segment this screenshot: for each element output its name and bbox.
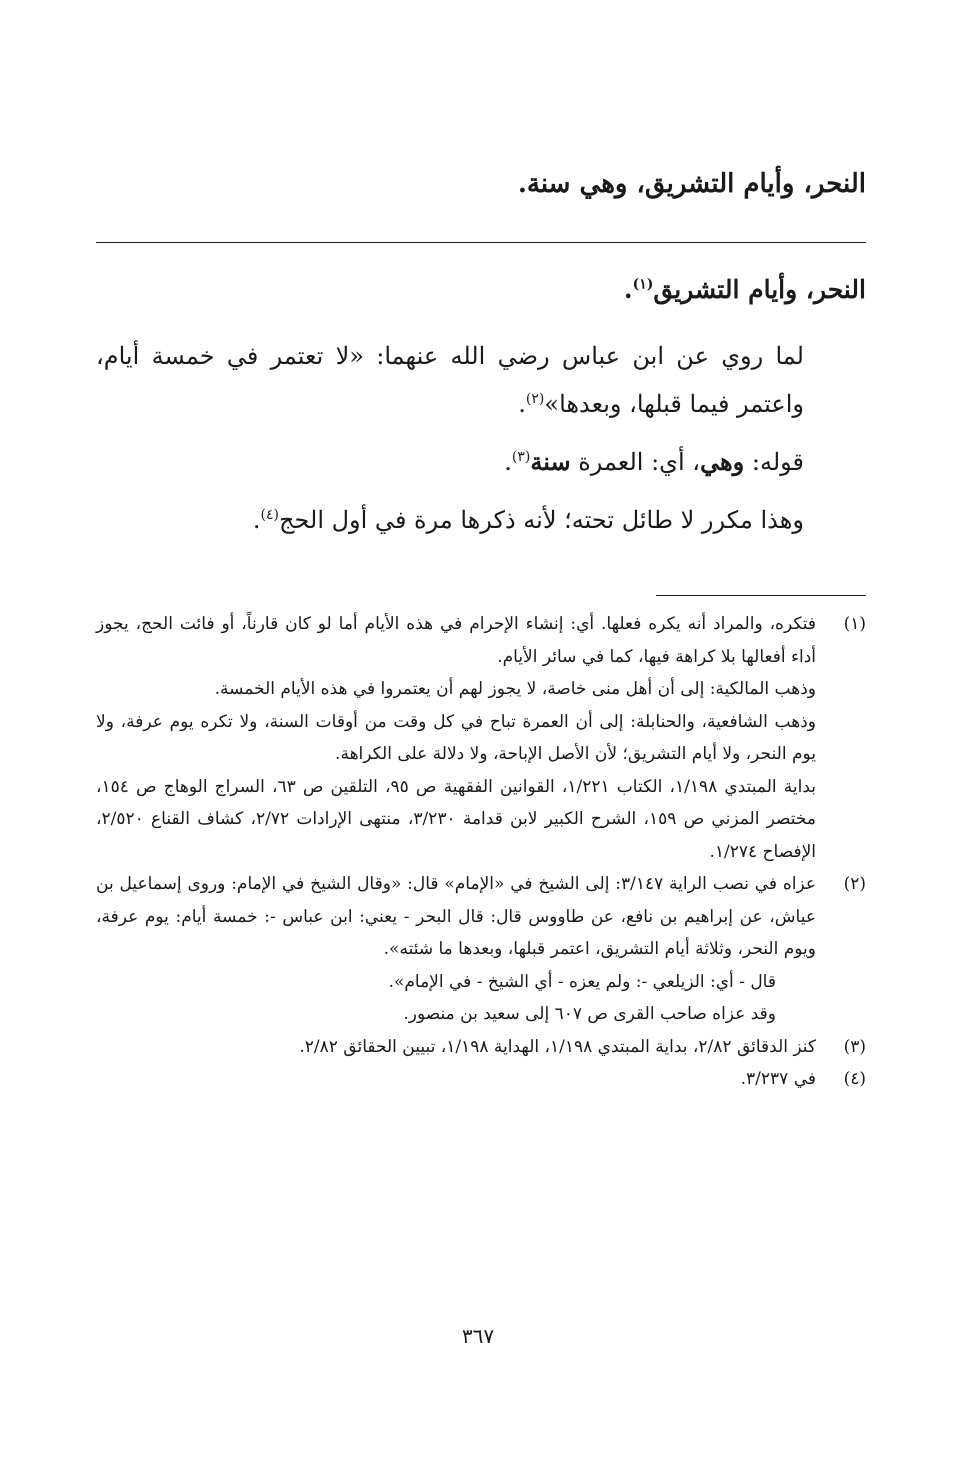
footnotes <box>96 608 866 1096</box>
footnote-number: (٣) <box>843 1036 866 1057</box>
footnote-paragraph: فتكره، والمراد أنه يكره فعلها. أي: إنشاء الإحرام في هذه الأيام أما لو كان قارناً، أو فائت الحج، يجوز أداء أفعالها بلا كراهة فيها، كما في سائر الأيام. <box>96 614 816 667</box>
commentary-paragraph-2: قوله: وهي، أي: العمرة سنة$^{(٣)}$. <box>504 447 804 476</box>
footnote-3 <box>96 1031 866 1064</box>
footnote-number: (٢) <box>843 874 866 894</box>
footnote-ref-4[interactable]: (٤) <box>260 507 280 523</box>
footnote-number: (١) <box>843 614 866 634</box>
commentary-paragraph-3: وهذا مكرر لا طائل تحته؛ لأنه ذكرها مرة في أول الحج$^{(٤)}$. <box>252 506 804 534</box>
footnote-paragraph: وذهب المالكية: إلى أن أهل منى خاصة، لا يجوز لهم أن يعتمروا في هذه الأيام الخمسة. <box>214 679 816 699</box>
footnote-ref-3[interactable]: (٣) <box>511 449 531 465</box>
footnote-4 <box>96 1063 866 1096</box>
footnote-ref-1[interactable]: (١) <box>632 276 654 293</box>
commentary <box>96 266 866 554</box>
footnote-2 <box>96 868 866 1031</box>
footnote-number: (٤) <box>843 1069 866 1089</box>
commentary-heading: النحر، وأيام التشريق$^{(١)}$. <box>623 275 866 304</box>
footnote-divider <box>656 595 866 596</box>
footnote-ref-2[interactable]: (٢) <box>525 391 545 407</box>
matn-divider <box>96 242 866 243</box>
page-number: ٣٦٧ <box>461 1324 495 1348</box>
footnote-paragraph: وذهب الشافعية، والحنابلة: إلى أن العمرة تباح في كل وقت من أوقات السنة، ولا تكره يوم عرفة، ولا يوم النحر، ولا أيام التشريق؛ لأن الأصل الإباحة، ولا دلالة على الكراهة. <box>96 711 816 764</box>
footnote-1 <box>96 608 866 868</box>
footnote-paragraph: في ٣/٢٣٧. <box>740 1069 816 1089</box>
footnote-paragraph: عزاه في نصب الراية ٣/١٤٧: إلى الشيخ في «الإمام» قال: «وقال الشيخ في الإمام: وروى إسماعيل بن عياش، عن إبراهيم بن نافع، عن طاووس قال: قال البحر - يعني: ابن عباس -: خمسة أيام: يوم عرفة، ويوم النحر، وثلاثة أيام التشريق، اعتمر قبلها، وبعدها ما شئته». <box>96 874 816 959</box>
footnote-paragraph: وقد عزاه صاحب القرى ص ٦٠٧ إلى سعيد بن منصور. <box>403 1004 776 1024</box>
footnote-paragraph: قال - أي: الزيلعي -: ولم يعزه - أي الشيخ - في الإمام». <box>388 971 776 992</box>
matn-text: النحر، وأيام التشريق، وهي سنة. <box>517 169 866 199</box>
footnote-paragraph: كنز الدقائق ٢/٨٢، بداية المبتدي ١/١٩٨، الهداية ١/١٩٨، تبيين الحقائق ٢/٨٢. <box>299 1036 816 1057</box>
footnote-paragraph: بداية المبتدي ١/١٩٨، الكتاب ١/٢٢١، القوانين الفقهية ص ٩٥، التلقين ص ٦٣، السراج الوهاج ص ١٥٤، مختصر المزني ص ١٥٩، الشرح الكبير لابن قدامة ٣/٢٣٠، منتهى الإرادات ٢/٧٢، كشاف القناع ٢/٥٢٠، الإفصاح ١/٢٧٤. <box>96 776 816 862</box>
commentary-paragraph-1: لما روي عن ابن عباس رضي الله عنهما: «لا تعتمر في خمسة أيام، واعتمر فيما قبلها، وبعدها»$^{(٢)}$. <box>96 342 804 418</box>
